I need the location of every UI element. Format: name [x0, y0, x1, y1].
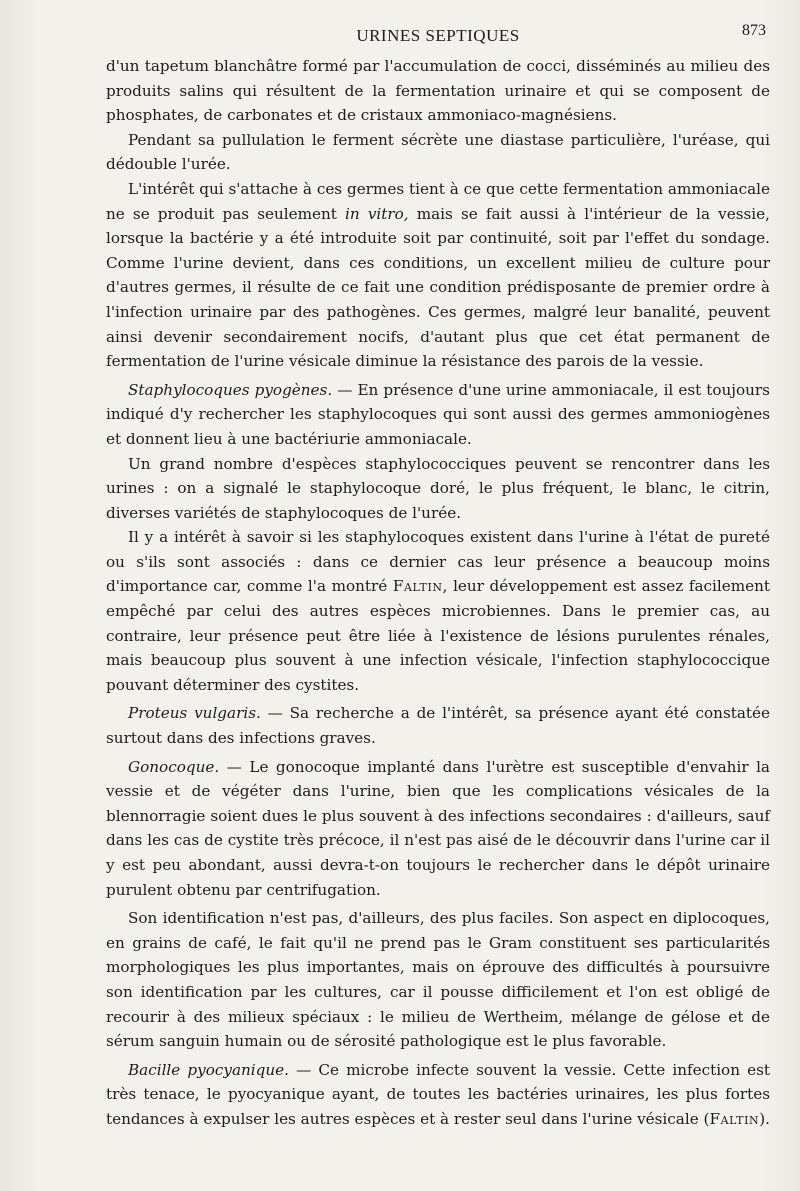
- paragraph-staph-species: Un grand nombre d'espèces staphylococciques peuvent se rencontrer dans les urines : on a signalé le staphylocoque doré, le plus fréquent, le blanc, le citrin, diverses variétés de staphylocoques de l'urée.: [106, 454, 770, 522]
- body-text: [106, 54, 770, 1132]
- section-heading-pyocyanique: Bacille pyocyanique.: [128, 1060, 289, 1079]
- paragraph-staph-purity: [106, 525, 770, 697]
- text: ).: [759, 1109, 771, 1128]
- paragraph-urease: Pendant sa pullulation le ferment sécrète une diastase particulière, l'uréase, qui dédouble l'urée.: [106, 130, 770, 174]
- section-heading-staphylocoques: Staphylocoques pyogènes.: [128, 380, 333, 399]
- section-heading-gonocoque: Gonocoque.: [128, 757, 220, 776]
- author-name: Faltin: [709, 1109, 760, 1128]
- text: , leur développement est assez facilement empêché par celui des autres espèces microbiennes. Dans le premier cas, au contraire, leur présence peut être liée à l'existence de lésions purulentes rénales, mais beaucoup plus souvent à une infection vésicale, l'infection staphylococcique pouvant déterminer des cystites.: [106, 577, 770, 694]
- text: Il y a intérêt à savoir si les staphylocoques existent dans l'urine à l'état de pureté ou s'ils sont associés : dans ce dernier cas leur présence a beaucoup moins d'importance car, comme l'a montré: [106, 528, 770, 596]
- running-title: URINES SEPTIQUES: [356, 26, 520, 45]
- section-heading-proteus: Proteus vulgaris.: [128, 704, 261, 723]
- author-name: Faltin: [392, 577, 443, 596]
- text: mais se fait aussi à l'intérieur de la vessie, lorsque la bactérie y a été introduite soit par continuité, soit par l'effet du sondage. Comme l'urine devient, dans ces conditions, un excellent milieu de culture pour d'autres germes, il résulte de ce fait une condition prédisposante de premier ordre à l'infection urinaire par des pathogènes. Ces germes, malgré leur banalité, peuvent ainsi devenir secondairement nocifs, d'autant plus que cet état permanent de fermentation de l'urine vésicale diminue la résistance des parois de la vessie.: [106, 204, 770, 371]
- text: L'intérêt qui s'attache à ces germes tient à ce que cette fermentation ammoniacale ne se produit pas seulement: [106, 179, 770, 223]
- paragraph-pyocyanique: [106, 1058, 770, 1132]
- text: — En présence d'une urine ammoniacale, il est toujours indiqué d'y rechercher les staphylocoques qui sont aussi des germes ammoniogènes et donnent lieu à une bactériurie ammoniacale.: [106, 380, 770, 448]
- text: — Le gonocoque implanté dans l'urètre est susceptible d'envahir la vessie et de végéter dans l'urine, bien que les complications vésicales de la blennorragie soient dues le plus souvent à des infections secondaires : d'ailleurs, sauf dans les cas de cystite très précoce, il n'est pas aisé de le découvrir dans l'urine car il y est peu abondant, aussi devra-t-on toujours le rechercher dans le dépôt urinaire purulent obtenu par centrifugation.: [106, 757, 770, 899]
- paragraph-gonocoque-identification: Son identification n'est pas, d'ailleurs, des plus faciles. Son aspect en diplocoques, en grains de café, le fait qu'il ne prend pas le Gram constituent ses particularités morphologiques les plus importantes, mais on éprouve des difficultés à poursuivre son identification par les cultures, car il pousse difficilement et l'on est obligé de recourir à des milieux spéciaux : le milieu de Wertheim, mélange de gélose et de sérum sanguin humain ou de sérosité pathologique est le plus favorable.: [106, 909, 770, 1051]
- page-header: [106, 20, 770, 52]
- paragraph-proteus: [106, 701, 770, 750]
- paragraph-gonocoque: [106, 755, 770, 903]
- emphasis-in-vitro: in vitro,: [345, 204, 409, 223]
- page-number: 873: [742, 22, 766, 39]
- paragraph-continuation: d'un tapetum blanchâtre formé par l'accumulation de cocci, disséminés au milieu des produits salins qui résultent de la fermentation urinaire et qui se composent de phosphates, de carbonates et de cristaux ammoniaco-magnésiens.: [106, 57, 770, 125]
- paragraph-staphylocoques: [106, 378, 770, 452]
- text: — Sa recherche a de l'intérêt, sa présence ayant été constatée surtout dans des infections graves.: [106, 704, 770, 748]
- paragraph-fermentation: [106, 177, 770, 374]
- text: — Ce microbe infecte souvent la vessie. Cette infection est très tenace, le pyocyanique ayant, de toutes les bactéries urinaires, les plus fortes tendances à expulser les autres espèces et à rester seul dans l'urine vésicale (: [106, 1060, 770, 1128]
